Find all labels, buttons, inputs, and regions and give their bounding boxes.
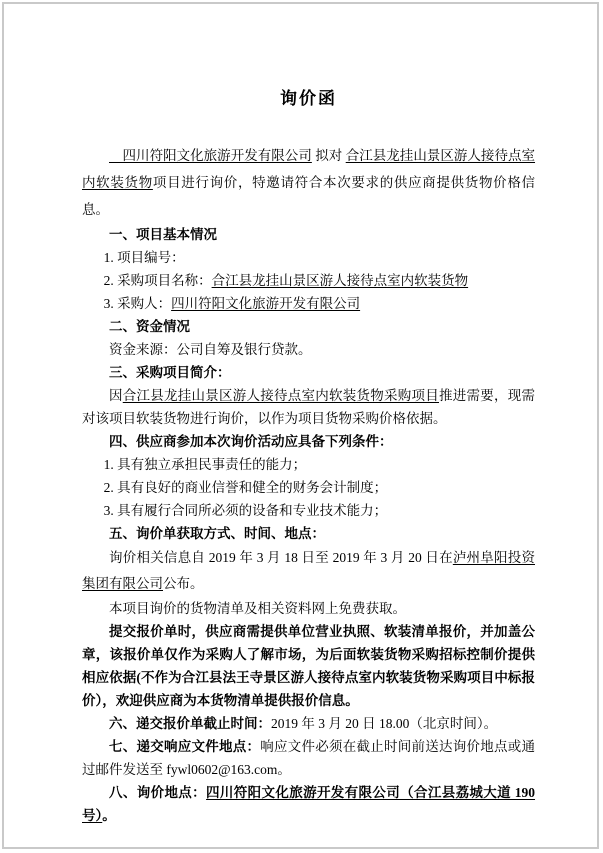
inquiry-place-value: 四川符阳文化旅游开发有限公司（合江县荔城大道 190 号） xyxy=(82,785,536,823)
inquiry-place-label: 八、询价地点： xyxy=(109,785,207,800)
project-name-item xyxy=(82,269,535,292)
item-label: 2. 采购项目名称： xyxy=(103,273,212,288)
text-run: 因 xyxy=(109,388,123,403)
condition-item-2: 2. 具有良好的商业信誉和健全的财务会计制度； xyxy=(103,480,388,495)
project-number-item xyxy=(82,246,535,269)
delivery-place-value: 响应文件必须在截止时间前送达询价地点或通过邮件发送至 fywl0602@163.com。 xyxy=(82,739,535,777)
document-page xyxy=(2,2,599,849)
inquiry-info-paragraph xyxy=(82,545,535,597)
project-brief-paragraph xyxy=(82,384,535,430)
document-title: 询价函 xyxy=(280,89,337,108)
section-4-heading: 四、供应商参加本次询价活动应具备下列条件： xyxy=(109,434,393,449)
free-access-note: 本项目询价的货物清单及相关资料网上免费获取。 xyxy=(109,601,406,616)
section-3-heading: 三、采购项目简介： xyxy=(109,365,231,380)
condition-item-3: 3. 具有履行合同所必须的设备和专业技术能力； xyxy=(103,503,388,518)
section-6-paragraph xyxy=(82,712,535,735)
item-label: 1. 项目编号： xyxy=(103,250,185,265)
purchaser-value: 四川符阳文化旅游开发有限公司 xyxy=(171,296,361,311)
funding-source-paragraph: 资金来源：公司自筹及银行贷款。 xyxy=(109,342,312,357)
condition-item-1: 1. 具有独立承担民事责任的能力； xyxy=(103,457,307,472)
intro-paragraph xyxy=(82,142,535,223)
quotation-notice-paragraph: 提交报价单时，供应商需提供单位营业执照、软装清单报价，并加盖公章，该报价单仅作为采购人了解市场，为后面软装货物采购招标控制价提供相应依据(不作为合江县法王寺景区游人接待点室内软装货物采购项目中标报价），欢迎供应商为本货物清单提供报价信息。 xyxy=(82,624,535,708)
procurement-project-name: 合江县龙挂山景区游人接待点室内软装货物采购项目 xyxy=(122,388,439,403)
text-run: 公布。 xyxy=(163,576,204,591)
text-run: 项目进行询价，特邀请符合本次要求的供应商提供货物价格信息。 xyxy=(82,175,536,217)
text-run: 询价相关信息自 2019 年 3 月 18 日至 2019 年 3 月 20 日在 xyxy=(109,550,453,565)
text-run: 推进需要，现需对该项目软装货物进行询价，以作为项目货物采购价格依据。 xyxy=(82,388,535,426)
delivery-place-label: 七、递交响应文件地点： xyxy=(109,739,261,754)
text-run: 。 xyxy=(102,808,116,823)
buyer-company-name: 四川符阳文化旅游开发有限公司 xyxy=(109,148,312,163)
deadline-label: 六、递交报价单截止时间： xyxy=(109,716,271,731)
section-7-paragraph xyxy=(82,735,535,781)
item-label: 3. 采购人： xyxy=(103,296,172,311)
document-content xyxy=(4,4,597,827)
publisher-company-name: 泸州阜阳投资集团有限公司 xyxy=(82,550,535,591)
section-8-paragraph xyxy=(82,781,535,827)
project-name: 合江县龙挂山景区游人接待点室内软装货物 xyxy=(82,148,536,190)
project-name-value: 合江县龙挂山景区游人接待点室内软装货物 xyxy=(211,273,469,288)
section-1-heading: 一、项目基本情况 xyxy=(109,227,217,242)
deadline-value: 2019 年 3 月 20 日 18.00（北京时间）。 xyxy=(271,716,498,731)
purchaser-item xyxy=(82,292,535,315)
section-5-heading: 五、询价单获取方式、时间、地点： xyxy=(109,526,325,541)
section-2-heading: 二、资金情况 xyxy=(109,319,190,334)
text-run: 拟对 xyxy=(311,148,346,163)
